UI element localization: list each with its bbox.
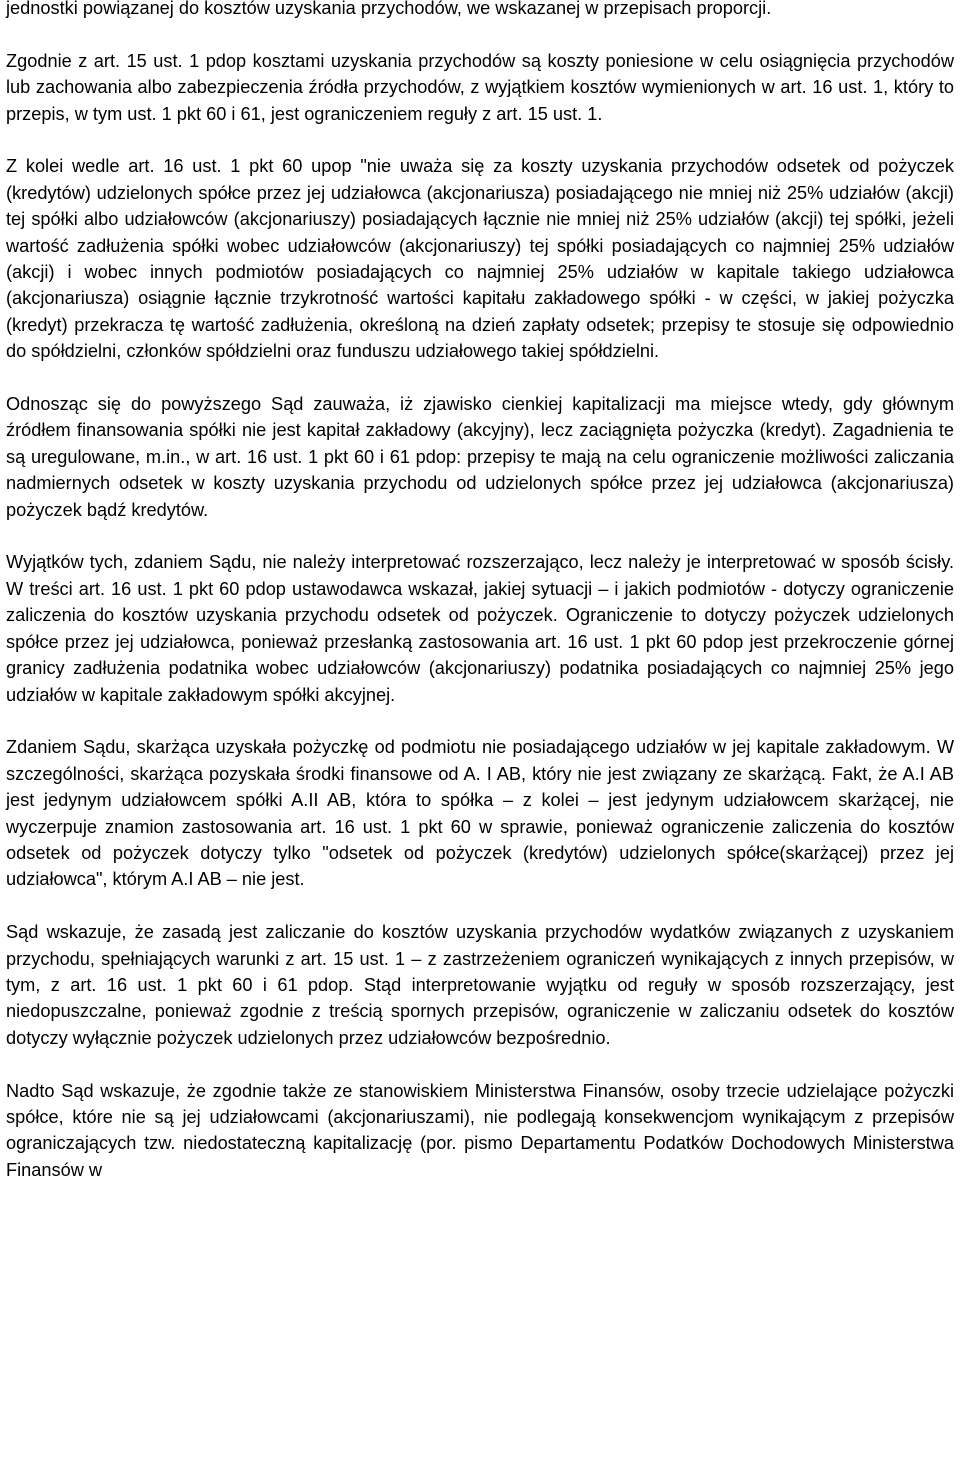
paragraph-court-opinion-loan: Zdaniem Sądu, skarżąca uzyskała pożyczkę od podmiotu nie posiadającego udziałów w jej kapitale zakładowym. W szczególności, skarżąca pozyskała środki finansowe od A. I AB, który nie jest związany ze skarżącą. Fakt, że A.I AB jest jedynym udziałowcem spółki A.II AB, która to spółka – z kolei – jest jedynym udziałowcem skarżącej, nie wyczerpuje znamion zastosowania art. 16 ust. 1 pkt 60 w sprawie, ponieważ ograniczenie zaliczenia do kosztów odsetek od pożyczek dotyczy tylko "odsetek od pożyczek (kredytów) udzielonych spółce(skarżącej) przez jej udziałowca", którym A.I AB – nie jest. [6,737,954,890]
paragraph-gap [6,893,954,919]
paragraph-art16-pkt60-quote: Z kolei wedle art. 16 ust. 1 pkt 60 upop "nie uważa się za koszty uzyskania przychodów odsetek od pożyczek (kredytów) udzielonych spółce przez jej udziałowca (akcjonariusza) posiadającego nie mniej niż 25% udziałów (akcji) tej spółki albo udziałowców (akcjonariuszy) posiadających łącznie nie mniej niż 25% udziałów (akcji) tej spółki, jeżeli wartość zadłużenia spółki wobec udziałowców (akcjonariuszy) tej spółki posiadających co najmniej 25% udziałów (akcji) i wobec innych podmiotów posiadających co najmniej 25% udziałów w kapitale takiego udziałowca (akcjonariusza) osiągnie łącznie trzykrotność wartości kapitału zakładowego spółki - w części, w jakiej pożyczka (kredyt) przekracza tę wartość zadłużenia, określoną na dzień zapłaty odsetek; przepisy te stosuje się odpowiednio do spółdzielni, członków spółdzielni oraz funduszu udziałowego takiej spółdzielni. [6,156,954,362]
paragraph-gap [6,21,954,47]
paragraph-gap [6,365,954,391]
paragraph-gap [6,127,954,153]
paragraph-cost-principle: Sąd wskazuje, że zasadą jest zaliczanie do kosztów uzyskania przychodów wydatków związanych z uzyskaniem przychodu, spełniających warunki z art. 15 ust. 1 – z zastrzeżeniem ograniczeń wynikających z innych przepisów, w tym, z art. 16 ust. 1 pkt 60 i 61 pdop. Stąd interpretowanie wyjątku od reguły w sposób rozszerzający, jest niedopuszczalne, ponieważ zgodnie z treścią spornych przepisów, ograniczenie w zaliczaniu odsetek do kosztów dotyczy wyłącznie pożyczek udzielonych przez udziałowców bezpośrednio. [6,922,954,1048]
paragraph-thin-capitalization: Odnosząc się do powyższego Sąd zauważa, iż zjawisko cienkiej kapitalizacji ma miejsce wtedy, gdy głównym źródłem finansowania spółki nie jest kapitał zakładowy (akcyjny), lecz zaciągnięta pożyczka (kredyt). Zagadnienia te są uregulowane, m.in., w art. 16 ust. 1 pkt 60 i 61 pdop: przepisy te mają na celu ograniczenie możliwości zaliczania nadmiernych odsetek w koszty uzyskania przychodu od udzielonych spółce przez jej udziałowca (akcjonariusza) pożyczek bądź kredytów. [6,394,954,520]
paragraph-art15-costs: Zgodnie z art. 15 ust. 1 pdop kosztami uzyskania przychodów są koszty poniesione w celu osiągnięcia przychodów lub zachowania albo zabezpieczenia źródła przychodów, z wyjątkiem kosztów wymienionych w art. 16 ust. 1, który to przepis, w tym ust. 1 pkt 60 i 61, jest ograniczeniem reguły z art. 15 ust. 1. [6,50,954,124]
paragraph-proportion-intro: jednostki powiązanej do kosztów uzyskania przychodów, we wskazanej w przepisach proporcji. [6,0,772,18]
paragraph-gap [6,1051,954,1077]
paragraph-strict-interpretation: Wyjątków tych, zdaniem Sądu, nie należy interpretować rozszerzająco, lecz należy je interpretować w sposób ścisły. W treści art. 16 ust. 1 pkt 60 pdop ustawodawca wskazał, jakiej sytuacji – i jakich podmiotów - dotyczy ograniczenie zaliczenia do kosztów uzyskania przychodu odsetek od pożyczek. Ograniczenie to dotyczy pożyczek udzielonych spółce przez jej udziałowca, ponieważ przesłanką zastosowania art. 16 ust. 1 pkt 60 pdop jest przekroczenie górnej granicy zadłużenia podatnika wobec udziałowców (akcjonariuszy) podatnika posiadających co najmniej 25% jego udziałów w kapitale zakładowym spółki akcyjnej. [6,552,954,705]
paragraph-ministry-position: Nadto Sąd wskazuje, że zgodnie także ze stanowiskiem Ministerstwa Finansów, osoby trzecie udzielające pożyczki spółce, które nie są jej udziałowcami (akcjonariuszami), nie podlegają konsekwencjom wynikającym z przepisów ograniczających tzw. niedostateczną kapitalizację (por. pismo Departamentu Podatków Dochodowych Ministerstwa Finansów w [6,1080,954,1180]
paragraph-gap [6,523,954,549]
paragraph-gap [6,708,954,734]
